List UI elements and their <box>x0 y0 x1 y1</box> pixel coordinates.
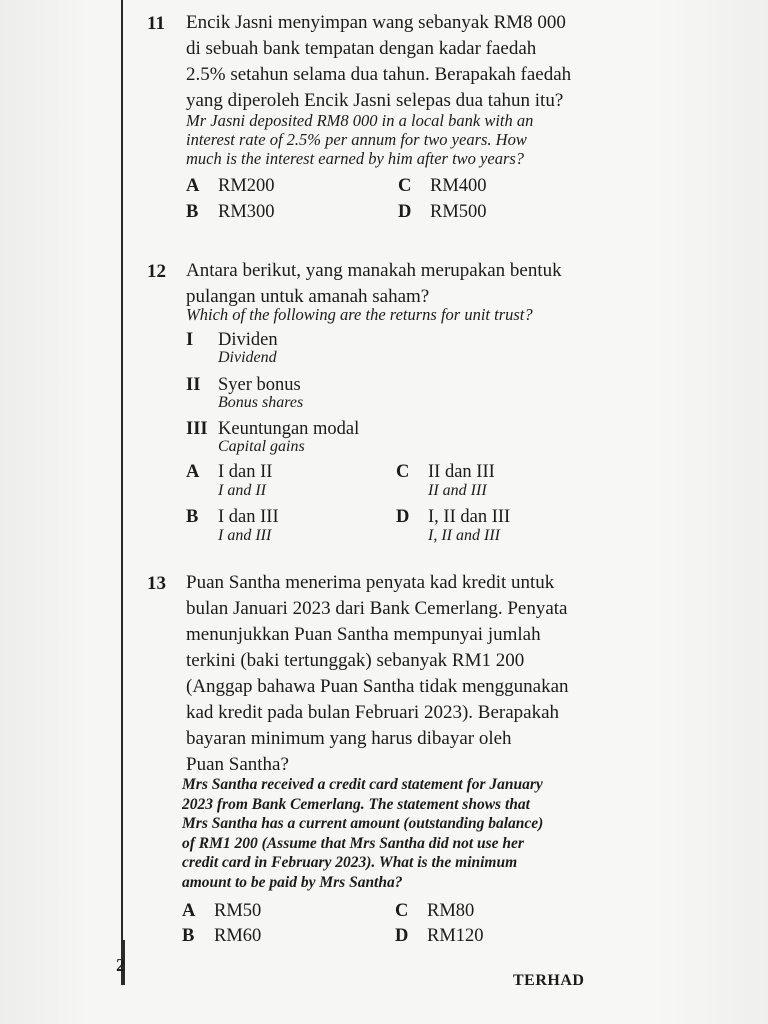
option-letter: D <box>398 202 412 222</box>
question-12-option-b[interactable] <box>186 507 279 545</box>
stem-line: Encik Jasni menyimpan wang sebanyak RM8 000 <box>186 12 566 33</box>
question-12-number: 12 <box>147 261 166 282</box>
question-12-option-a[interactable] <box>186 462 272 500</box>
question-12-item-1 <box>186 330 278 367</box>
item-text: Keuntungan modal <box>218 419 360 439</box>
item-translation: Capital gains <box>218 438 305 455</box>
question-12-item-2 <box>186 375 303 412</box>
question-11-option-c[interactable] <box>398 176 487 197</box>
stem-line: Puan Santha menerima penyata kad kredit untuk <box>186 572 555 593</box>
option-letter: B <box>182 926 195 946</box>
item-text: Syer bonus <box>218 375 301 395</box>
translation-line: much is the interest earned by him after two years? <box>186 149 525 168</box>
item-numeral: II <box>186 375 201 395</box>
item-translation: Dividend <box>218 349 277 366</box>
option-text: I dan III <box>218 507 279 527</box>
question-11-option-b[interactable] <box>186 202 275 223</box>
question-11-stem <box>186 10 588 114</box>
question-13-option-b[interactable] <box>182 926 261 947</box>
translation-line: of RM1 200 (Assume that Mrs Santha did not use her <box>182 834 524 852</box>
stem-line: pulangan untuk amanah saham? <box>186 286 430 307</box>
option-translation: I and III <box>218 527 272 544</box>
question-11-number: 11 <box>147 13 165 34</box>
question-13-stem <box>186 570 590 778</box>
translation-line: Which of the following are the returns for unit trust? <box>186 305 533 324</box>
option-letter: A <box>186 176 200 196</box>
option-text: RM60 <box>214 926 262 946</box>
option-text: RM120 <box>427 926 484 946</box>
translation-line: Mrs Santha received a credit card statement for January <box>182 776 543 793</box>
question-13-option-a[interactable] <box>182 901 261 922</box>
question-13-option-d[interactable] <box>395 926 484 947</box>
option-translation: I and II <box>218 482 266 499</box>
stem-line: kad kredit pada bulan Februari 2023). Berapakah <box>186 702 560 723</box>
stem-line: bulan Januari 2023 dari Bank Cemerlang. Penyata <box>186 598 568 619</box>
translation-line: amount to be paid by Mrs Santha? <box>182 873 403 891</box>
stem-line: Puan Santha? <box>186 754 289 775</box>
question-12-translation <box>186 305 590 324</box>
question-13-translation <box>182 775 590 892</box>
stem-line: yang diperoleh Encik Jasni selepas dua tahun itu? <box>186 90 564 111</box>
stem-line: (Anggap bahawa Puan Santha tidak menggunakan <box>186 676 569 697</box>
footer-classification: TERHAD <box>513 972 585 989</box>
stem-line: menunjukkan Puan Santha mempunyai jumlah <box>186 624 541 645</box>
option-text: I dan II <box>218 462 273 482</box>
option-text: RM50 <box>214 901 262 921</box>
option-text: RM200 <box>218 176 275 196</box>
question-12-option-c[interactable] <box>396 462 495 500</box>
option-text: RM500 <box>430 202 487 222</box>
option-letter: B <box>186 507 199 527</box>
item-numeral: III <box>186 419 208 439</box>
option-text: RM80 <box>427 901 475 921</box>
item-numeral: I <box>186 330 194 350</box>
question-13-option-c[interactable] <box>395 901 474 922</box>
option-letter: D <box>396 507 410 527</box>
translation-line: Mr Jasni deposited RM8 000 in a local bank with an <box>186 111 534 130</box>
stem-line: 2.5% setahun selama dua tahun. Berapakah faedah <box>186 64 572 85</box>
question-11-option-a[interactable] <box>186 176 275 197</box>
translation-line: 2023 from Bank Cemerlang. The statement shows that <box>182 795 530 813</box>
stem-line: terkini (baki tertunggak) sebanyak RM1 200 <box>186 650 525 671</box>
option-text: I, II dan III <box>428 507 511 527</box>
option-letter: A <box>186 462 200 482</box>
option-letter: D <box>395 926 409 946</box>
translation-line: interest rate of 2.5% per annum for two years. How <box>186 130 527 149</box>
stem-line: Antara berikut, yang manakah merupakan bentuk <box>186 260 562 281</box>
option-text: RM400 <box>430 176 487 196</box>
item-text: Dividen <box>218 330 278 350</box>
margin-rule <box>121 0 123 985</box>
option-text: II dan III <box>428 462 495 482</box>
question-13-number: 13 <box>147 573 166 594</box>
question-11-translation <box>186 111 590 168</box>
stem-line: bayaran minimum yang harus dibayar oleh <box>186 728 512 749</box>
translation-line: Mrs Santha has a current amount (outstanding balance) <box>182 815 544 832</box>
item-translation: Bonus shares <box>218 394 304 411</box>
option-letter: C <box>398 176 412 196</box>
option-letter: C <box>396 462 410 482</box>
question-12-item-3 <box>186 419 359 456</box>
translation-line: credit card in February 2023). What is the minimum <box>182 854 518 871</box>
option-letter: A <box>182 901 196 921</box>
stem-line: di sebuah bank tempatan dengan kadar faedah <box>186 38 537 59</box>
option-translation: II and III <box>428 482 487 499</box>
option-text: RM300 <box>218 202 275 222</box>
option-letter: B <box>186 202 199 222</box>
question-12-stem <box>186 258 590 310</box>
question-12-option-d[interactable] <box>396 507 510 545</box>
option-translation: I, II and III <box>428 527 500 544</box>
page-number: 2 <box>116 955 125 975</box>
question-11-option-d[interactable] <box>398 202 487 223</box>
option-letter: C <box>395 901 409 921</box>
